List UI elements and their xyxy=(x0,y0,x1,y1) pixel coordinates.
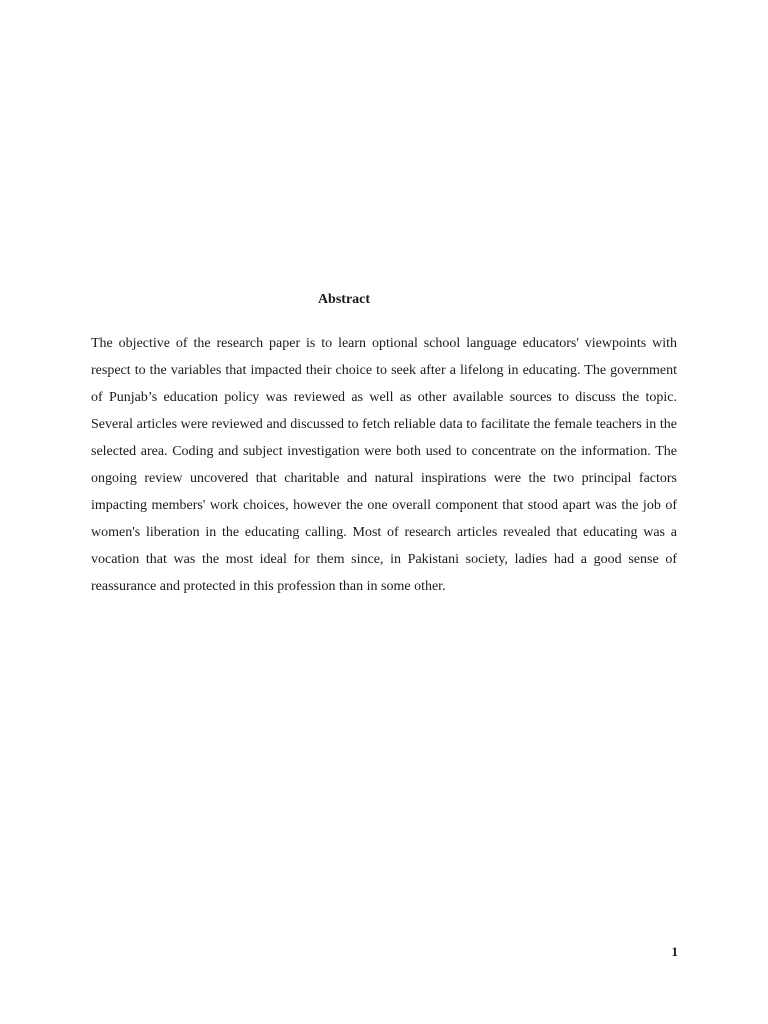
abstract-paragraph: The objective of the research paper is to learn optional school language educators' viewpoints with respect to the variables that impacted their choice to seek after a lifelong in educating. The government of Punjab’s education policy was reviewed as well as other available sources to discuss the topic. Several articles were reviewed and discussed to fetch reliable data to facilitate the female teachers in the selected area. Coding and subject investigation were both used to concentrate on the information. The ongoing review uncovered that charitable and natural inspirations were the two principal factors impacting members' work choices, however the one overall component that stood apart was the job of women's liberation in the educating calling. Most of research articles revealed that educating was a vocation that was the most ideal for them since, in Pakistani society, ladies had a good sense of reassurance and protected in this profession than in some other. xyxy=(91,336,677,594)
page-number: 1 xyxy=(671,944,678,959)
abstract-heading: Abstract xyxy=(317,292,371,307)
